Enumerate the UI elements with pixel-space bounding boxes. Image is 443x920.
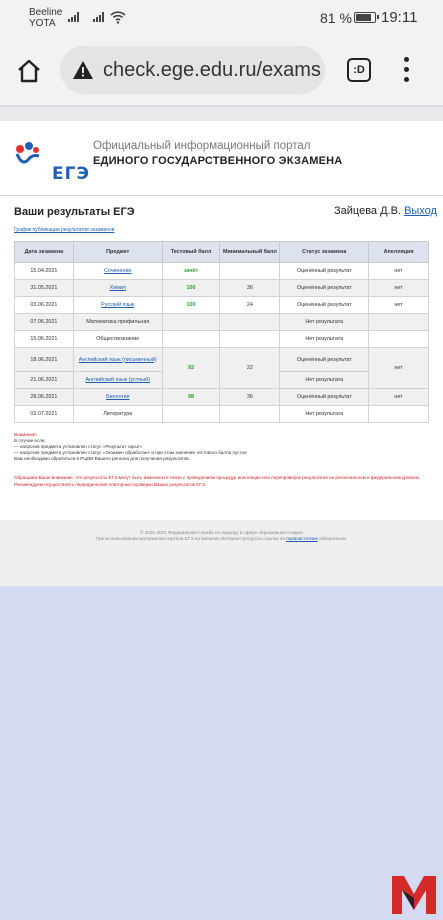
exam-date: 21.06.2021 bbox=[15, 372, 74, 389]
appeal: нет bbox=[369, 280, 429, 297]
test-score: зачёт bbox=[162, 263, 220, 280]
column-header: Минимальный балл bbox=[220, 242, 280, 263]
min-score: 36 bbox=[220, 280, 280, 297]
usage-note: При использовании материалов портала ЕГЭ на внешних Интернет-ресурсах ссылка на первоисточник обязательна. bbox=[96, 536, 347, 541]
min-score: 24 bbox=[220, 297, 280, 314]
column-header: Дата экзамена bbox=[15, 242, 74, 263]
appeal bbox=[369, 314, 429, 331]
note-line: Вам необходимо обратиться в РЦОИ Вашего региона для получения результатов. bbox=[14, 456, 190, 461]
results-table bbox=[14, 241, 429, 423]
exam-status: Оценённый результат bbox=[280, 280, 369, 297]
table-row bbox=[15, 389, 429, 406]
table-row bbox=[15, 297, 429, 314]
appeal bbox=[369, 331, 429, 348]
battery-percent: 81 % bbox=[320, 10, 352, 26]
min-score bbox=[220, 263, 280, 280]
logout-link[interactable]: Выход bbox=[404, 205, 437, 217]
signal-icon bbox=[68, 12, 79, 22]
table-row bbox=[15, 263, 429, 280]
table-row bbox=[15, 280, 429, 297]
url-text[interactable]: check.ege.edu.ru/exams bbox=[103, 59, 321, 81]
min-score bbox=[220, 314, 280, 331]
page-top-spacer bbox=[0, 107, 443, 121]
logo-text: ЕГЭ bbox=[52, 164, 90, 184]
exam-status: Оценённый результат bbox=[280, 389, 369, 406]
appeal: нет bbox=[369, 389, 429, 406]
exam-status: Оценённый результат bbox=[280, 348, 369, 372]
page-title: Ваши результаты ЕГЭ bbox=[14, 206, 135, 218]
exam-status: Оценённый результат bbox=[280, 263, 369, 280]
subject-link[interactable]: Английский язык (устный) bbox=[85, 377, 150, 383]
exam-date: 02.07.2021 bbox=[15, 406, 74, 423]
note-line: — напротив предмета установлен статус «Экзамен обработан» и при этом значение тестового балла пустое bbox=[14, 450, 247, 455]
exam-status: Оценённый результат bbox=[280, 297, 369, 314]
tab-switcher-button[interactable]: :D bbox=[347, 58, 371, 82]
exam-date: 18.06.2021 bbox=[15, 348, 74, 372]
test-score bbox=[162, 314, 220, 331]
exam-date: 15.06.2021 bbox=[15, 331, 74, 348]
appeal: нет bbox=[369, 297, 429, 314]
wifi-icon bbox=[110, 11, 126, 27]
m-logo-icon bbox=[390, 872, 438, 916]
overflow-menu-icon[interactable] bbox=[404, 57, 410, 83]
test-score: 100 bbox=[162, 297, 220, 314]
browser-toolbar bbox=[0, 34, 443, 106]
portal-subtitle: Официальный информационный портал bbox=[93, 140, 311, 152]
schedule-link[interactable]: График публикации результатов экзаменов bbox=[14, 227, 115, 233]
exam-date: 07.06.2021 bbox=[15, 314, 74, 331]
min-score: 36 bbox=[220, 389, 280, 406]
battery-icon bbox=[354, 12, 376, 23]
address-bar[interactable] bbox=[60, 46, 325, 94]
portal-header bbox=[0, 121, 443, 196]
subject-link[interactable]: Биология bbox=[105, 394, 130, 400]
appeal: нет bbox=[369, 348, 429, 389]
note-line: В случае если: bbox=[14, 438, 46, 443]
signal-icon bbox=[93, 12, 104, 22]
exam-status: Нет результата bbox=[280, 314, 369, 331]
subject-link[interactable]: Химия bbox=[109, 285, 126, 291]
min-score bbox=[220, 331, 280, 348]
warning-icon[interactable] bbox=[72, 59, 94, 81]
exam-status: Нет результата bbox=[280, 406, 369, 423]
test-score bbox=[162, 331, 220, 348]
footer bbox=[0, 520, 443, 586]
appeal: нет bbox=[369, 263, 429, 280]
column-header: Тестовый балл bbox=[162, 242, 220, 263]
results-panel bbox=[0, 196, 443, 520]
appeal bbox=[369, 406, 429, 423]
subject-text: Литература bbox=[73, 406, 162, 423]
test-score: 98 bbox=[162, 389, 220, 406]
min-score: 22 bbox=[220, 348, 280, 389]
subject-text: Обществознание bbox=[73, 331, 162, 348]
note-line: — напротив предмета установлен статус «Результат скрыт» bbox=[14, 444, 143, 449]
status-bar bbox=[0, 0, 443, 34]
column-header: Статус экзамена bbox=[280, 242, 369, 263]
table-row bbox=[15, 406, 429, 423]
user-name: Зайцева Д.В. bbox=[334, 205, 401, 217]
attention-label: Внимание! bbox=[14, 432, 37, 437]
source-link[interactable]: первоисточник bbox=[286, 536, 318, 541]
test-score bbox=[162, 406, 220, 423]
home-icon[interactable] bbox=[16, 58, 42, 84]
exam-date: 15.04.2021 bbox=[15, 263, 74, 280]
test-score: 100 bbox=[162, 280, 220, 297]
exam-status: Нет результата bbox=[280, 331, 369, 348]
exam-date: 31.05.2021 bbox=[15, 280, 74, 297]
min-score bbox=[220, 406, 280, 423]
subject-link[interactable]: Сочинение bbox=[103, 268, 132, 274]
notes-block bbox=[14, 432, 247, 462]
table-row bbox=[15, 348, 429, 372]
column-header: Апелляция bbox=[369, 242, 429, 263]
subject-text: Математика профильная bbox=[73, 314, 162, 331]
subject-link[interactable]: Английский язык (письменный) bbox=[78, 356, 157, 363]
column-header: Предмет bbox=[73, 242, 162, 263]
table-row bbox=[15, 314, 429, 331]
ege-logo-icon[interactable] bbox=[12, 140, 90, 184]
portal-title: ЕДИНОГО ГОСУДАРСТВЕННОГО ЭКЗАМЕНА bbox=[93, 155, 343, 167]
table-row bbox=[15, 331, 429, 348]
exam-date: 28.06.2021 bbox=[15, 389, 74, 406]
subject-link[interactable]: Русский язык bbox=[101, 302, 135, 308]
copyright: © 2001-2021 Федеральная служба по надзору в сфере образования и науки bbox=[140, 530, 303, 535]
appeal-notice: Обращаем Ваше внимание, что результаты ЕГЭ могут быть изменены в связи с проведением процедур апелляции или перепроверок результатов на региональном и федеральном уровнях. Рекомендуем осуществлять периодические повторные проверки Ваших результатов ЕГЭ. bbox=[14, 475, 421, 487]
user-block bbox=[334, 205, 437, 217]
table-header-row bbox=[15, 242, 429, 263]
exam-date: 03.06.2021 bbox=[15, 297, 74, 314]
exam-status: Нет результата bbox=[280, 372, 369, 389]
test-score: 92 bbox=[162, 348, 220, 389]
clock: 19:11 bbox=[381, 9, 418, 26]
carrier-label: Beeline YOTA bbox=[29, 7, 63, 29]
